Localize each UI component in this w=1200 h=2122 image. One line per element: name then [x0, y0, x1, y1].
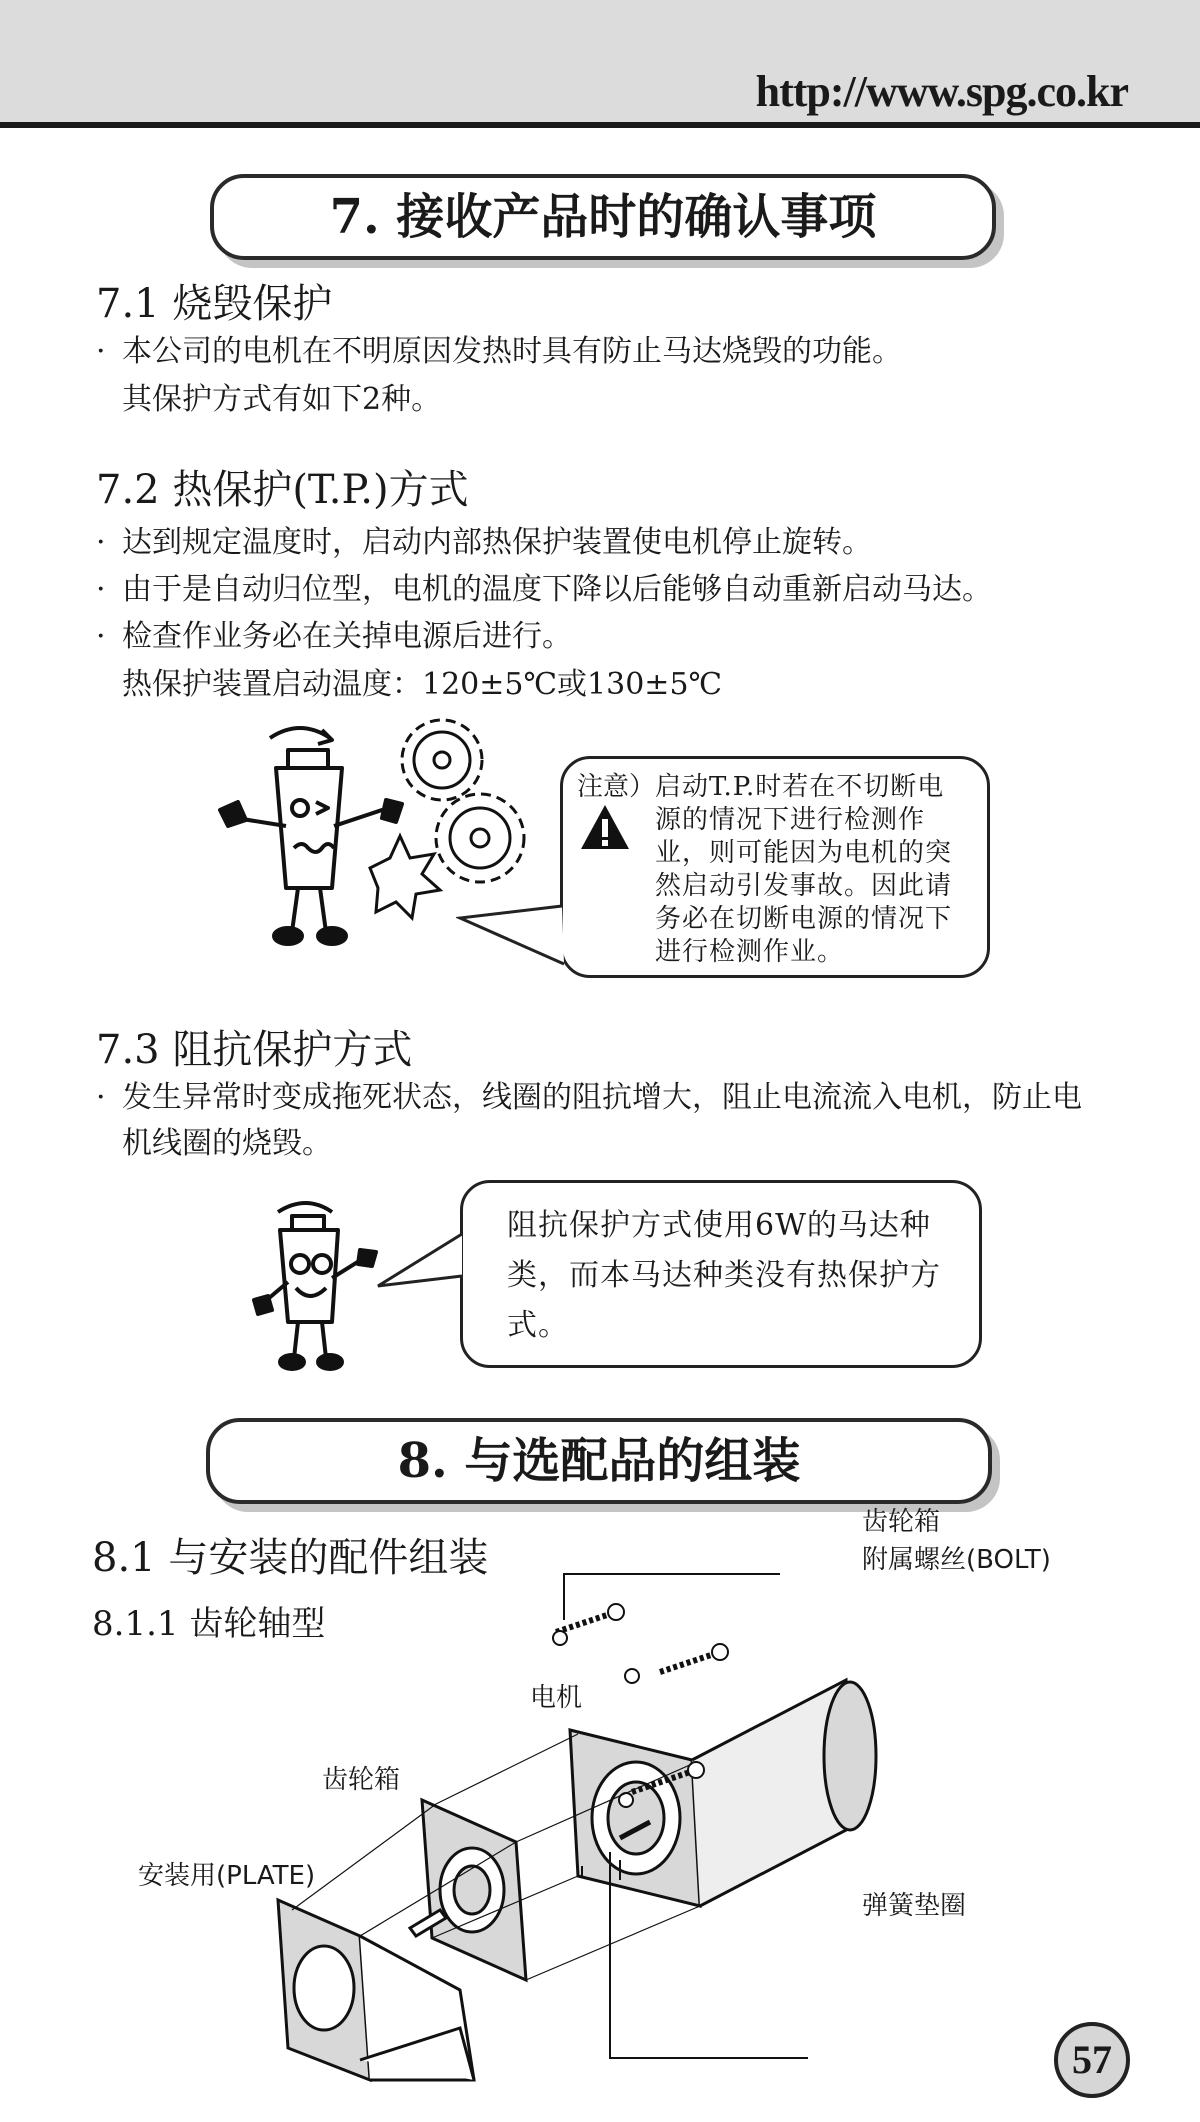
bullet-7-2-c: · 检查作业务必在关掉电源后进行。: [96, 614, 1142, 660]
label-bolt-1: 齿轮箱: [862, 1507, 941, 1537]
bullet-7-2-b: · 由于是自动归位型，电机的温度下降以后能够自动重新启动马达。: [96, 567, 1162, 613]
warning-icon: [579, 803, 631, 851]
label-motor: 电机: [530, 1683, 583, 1713]
label-gearbox: 齿轮箱: [322, 1765, 401, 1795]
burst-icon: [370, 836, 440, 918]
page-number: 57: [1054, 2022, 1130, 2098]
gear-icon: [436, 794, 524, 882]
heading-7-1: 7.1 烧毁保护: [96, 281, 333, 327]
section-8-title: 8. 与选配品的组装: [206, 1418, 992, 1504]
warning-callout: [560, 756, 990, 978]
note-text: 启动T.P.时若在不切断电源的情况下进行检测作业，则可能因为电机的突然启动引发事故。因此请务必在切断电源的情况下进行检测作业。: [655, 772, 953, 967]
assembly-diagram: [260, 1560, 980, 2112]
mascot-icon: [254, 1203, 376, 1369]
bullet-7-2-a: · 达到规定温度时，启动内部热保护装置使电机停止旋转。: [96, 520, 1142, 566]
note-label: 注意）: [577, 772, 656, 802]
motor: [570, 1680, 876, 1906]
temp-line: 热保护装置启动温度：120±5℃或130±5℃: [122, 667, 723, 702]
callout-tail: [456, 900, 568, 972]
text-7-1-line1: · 本公司的电机在不明原因发热时具有防止马达烧毁的功能。: [96, 329, 1142, 375]
label-plate: 安装用(PLATE): [138, 1861, 316, 1891]
bullet-7-3: · 发生异常时变成拖死状态，线圈的阻抗增大，阻止电流流入电机，防止电机线圈的烧毁。: [96, 1075, 1102, 1167]
label-washer: 弹簧垫圈: [862, 1891, 967, 1921]
text-7-1-line2: 其保护方式有如下2种。: [122, 382, 442, 417]
section-7-title: 7. 接收产品时的确认事项: [210, 174, 996, 260]
heading-7-3: 7.3 阻抗保护方式: [96, 1027, 413, 1073]
speech-tail: [374, 1230, 466, 1292]
label-bolt-2: 附属螺丝(BOLT): [862, 1545, 1051, 1575]
heading-8-1: 8.1 与安装的配件组装: [92, 1535, 489, 1581]
heading-7-2: 7.2 热保护(T.P.)方式: [96, 467, 469, 513]
heading-8-1-1: 8.1.1 齿轮轴型: [92, 1604, 326, 1644]
gearbox: [410, 1800, 526, 1980]
speech-bubble: [460, 1180, 982, 1368]
website-url[interactable]: http://www.spg.co.kr: [755, 67, 1128, 116]
gear-icon: [402, 720, 482, 800]
speech-text: 阻抗保护方式使用6W的马达种类，而本马达种类没有热保护方式。: [507, 1208, 941, 1343]
